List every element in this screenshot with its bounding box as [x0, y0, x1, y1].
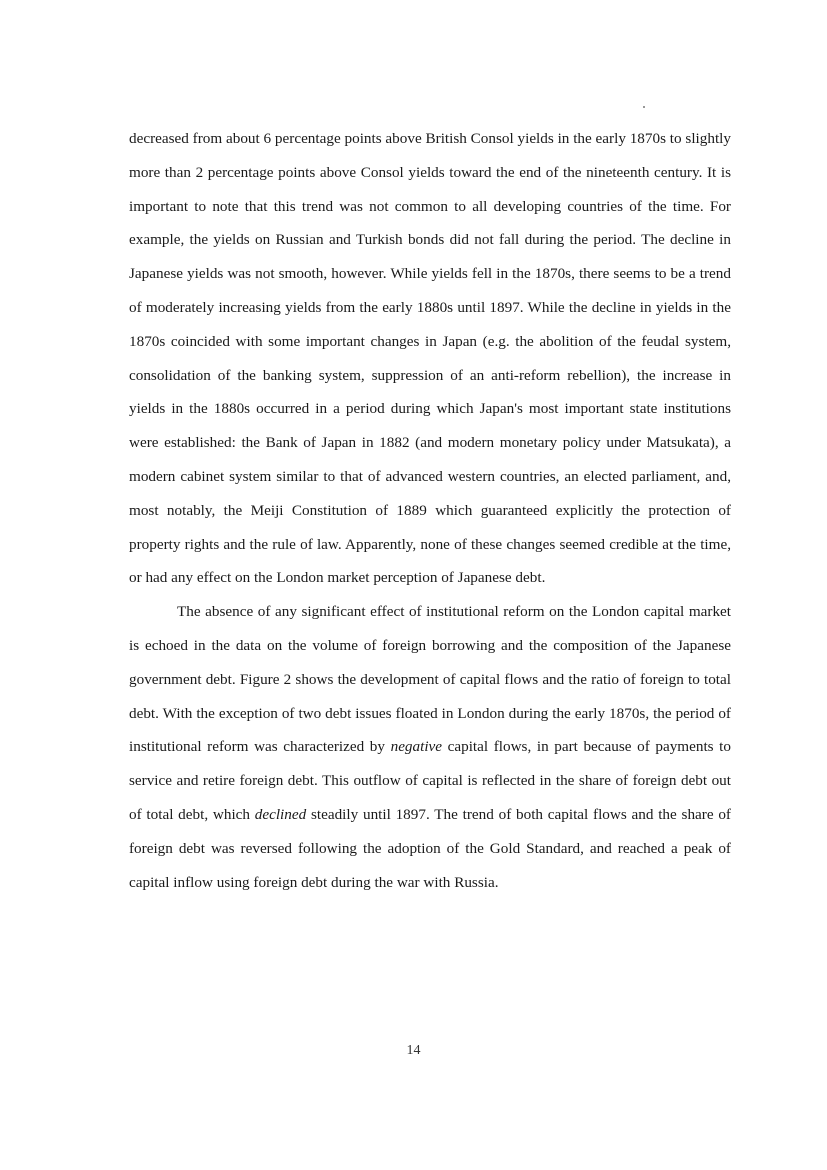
page-number: 14 — [406, 1043, 421, 1058]
body-text — [129, 122, 731, 899]
paragraph-2 — [129, 595, 731, 899]
emphasis-negative: negative — [390, 738, 443, 756]
paragraph-2-part-2: capital flows, in part because of payments to service and retire foreign debt. This outflow of capital is reflected in the share of foreign debt out of total debt, which — [129, 738, 731, 823]
paragraph-1: decreased from about 6 percentage points above British Consol yields in the early 1870s to slightly more than 2 percentage points above Consol yields toward the end of the nineteenth century. It is important to note that this trend was not common to all developing countries of the time. For example, the yields on Russian and Turkish bonds did not fall during the period. The decline in Japanese yields was not smooth, however. While yields fell in the 1870s, there seems to be a trend of moderately increasing yields from the early 1880s until 1897. While the decline in yields in the 1870s coincided with some important changes in Japan (e.g. the abolition of the feudal system, consolidation of the banking system, suppression of an anti-reform rebellion), the increase in yields in the 1880s occurred in a period during which Japan's most important state institutions were established: the Bank of Japan in 1882 (and modern monetary policy under Matsukata), a modern cabinet system similar to that of advanced western countries, an elected parliament, and, most notably, the Meiji Constitution of 1889 which guaranteed explicitly the protection of property rights and the rule of law. Apparently, none of these changes seemed credible at the time, or had any effect on the London market perception of Japanese debt. — [129, 130, 731, 587]
scan-speck — [643, 106, 645, 108]
paragraph-2-part-3: steadily until 1897. The trend of both capital flows and the share of foreign debt was reversed following the adoption of the Gold Standard, and reached a peak of capital inflow using foreign debt during the war with Russia. — [129, 805, 731, 891]
paragraph-2-part-1: The absence of any significant effect of institutional reform on the London capital market is echoed in the data on the volume of foreign borrowing and the composition of the Japanese government debt. Figure 2 shows the development of capital flows and the ratio of foreign to total debt. With the exception of two debt issues floated in London during the early 1870s, the period of institutional reform was characterized by — [129, 603, 731, 756]
emphasis-declined: declined — [254, 805, 307, 823]
